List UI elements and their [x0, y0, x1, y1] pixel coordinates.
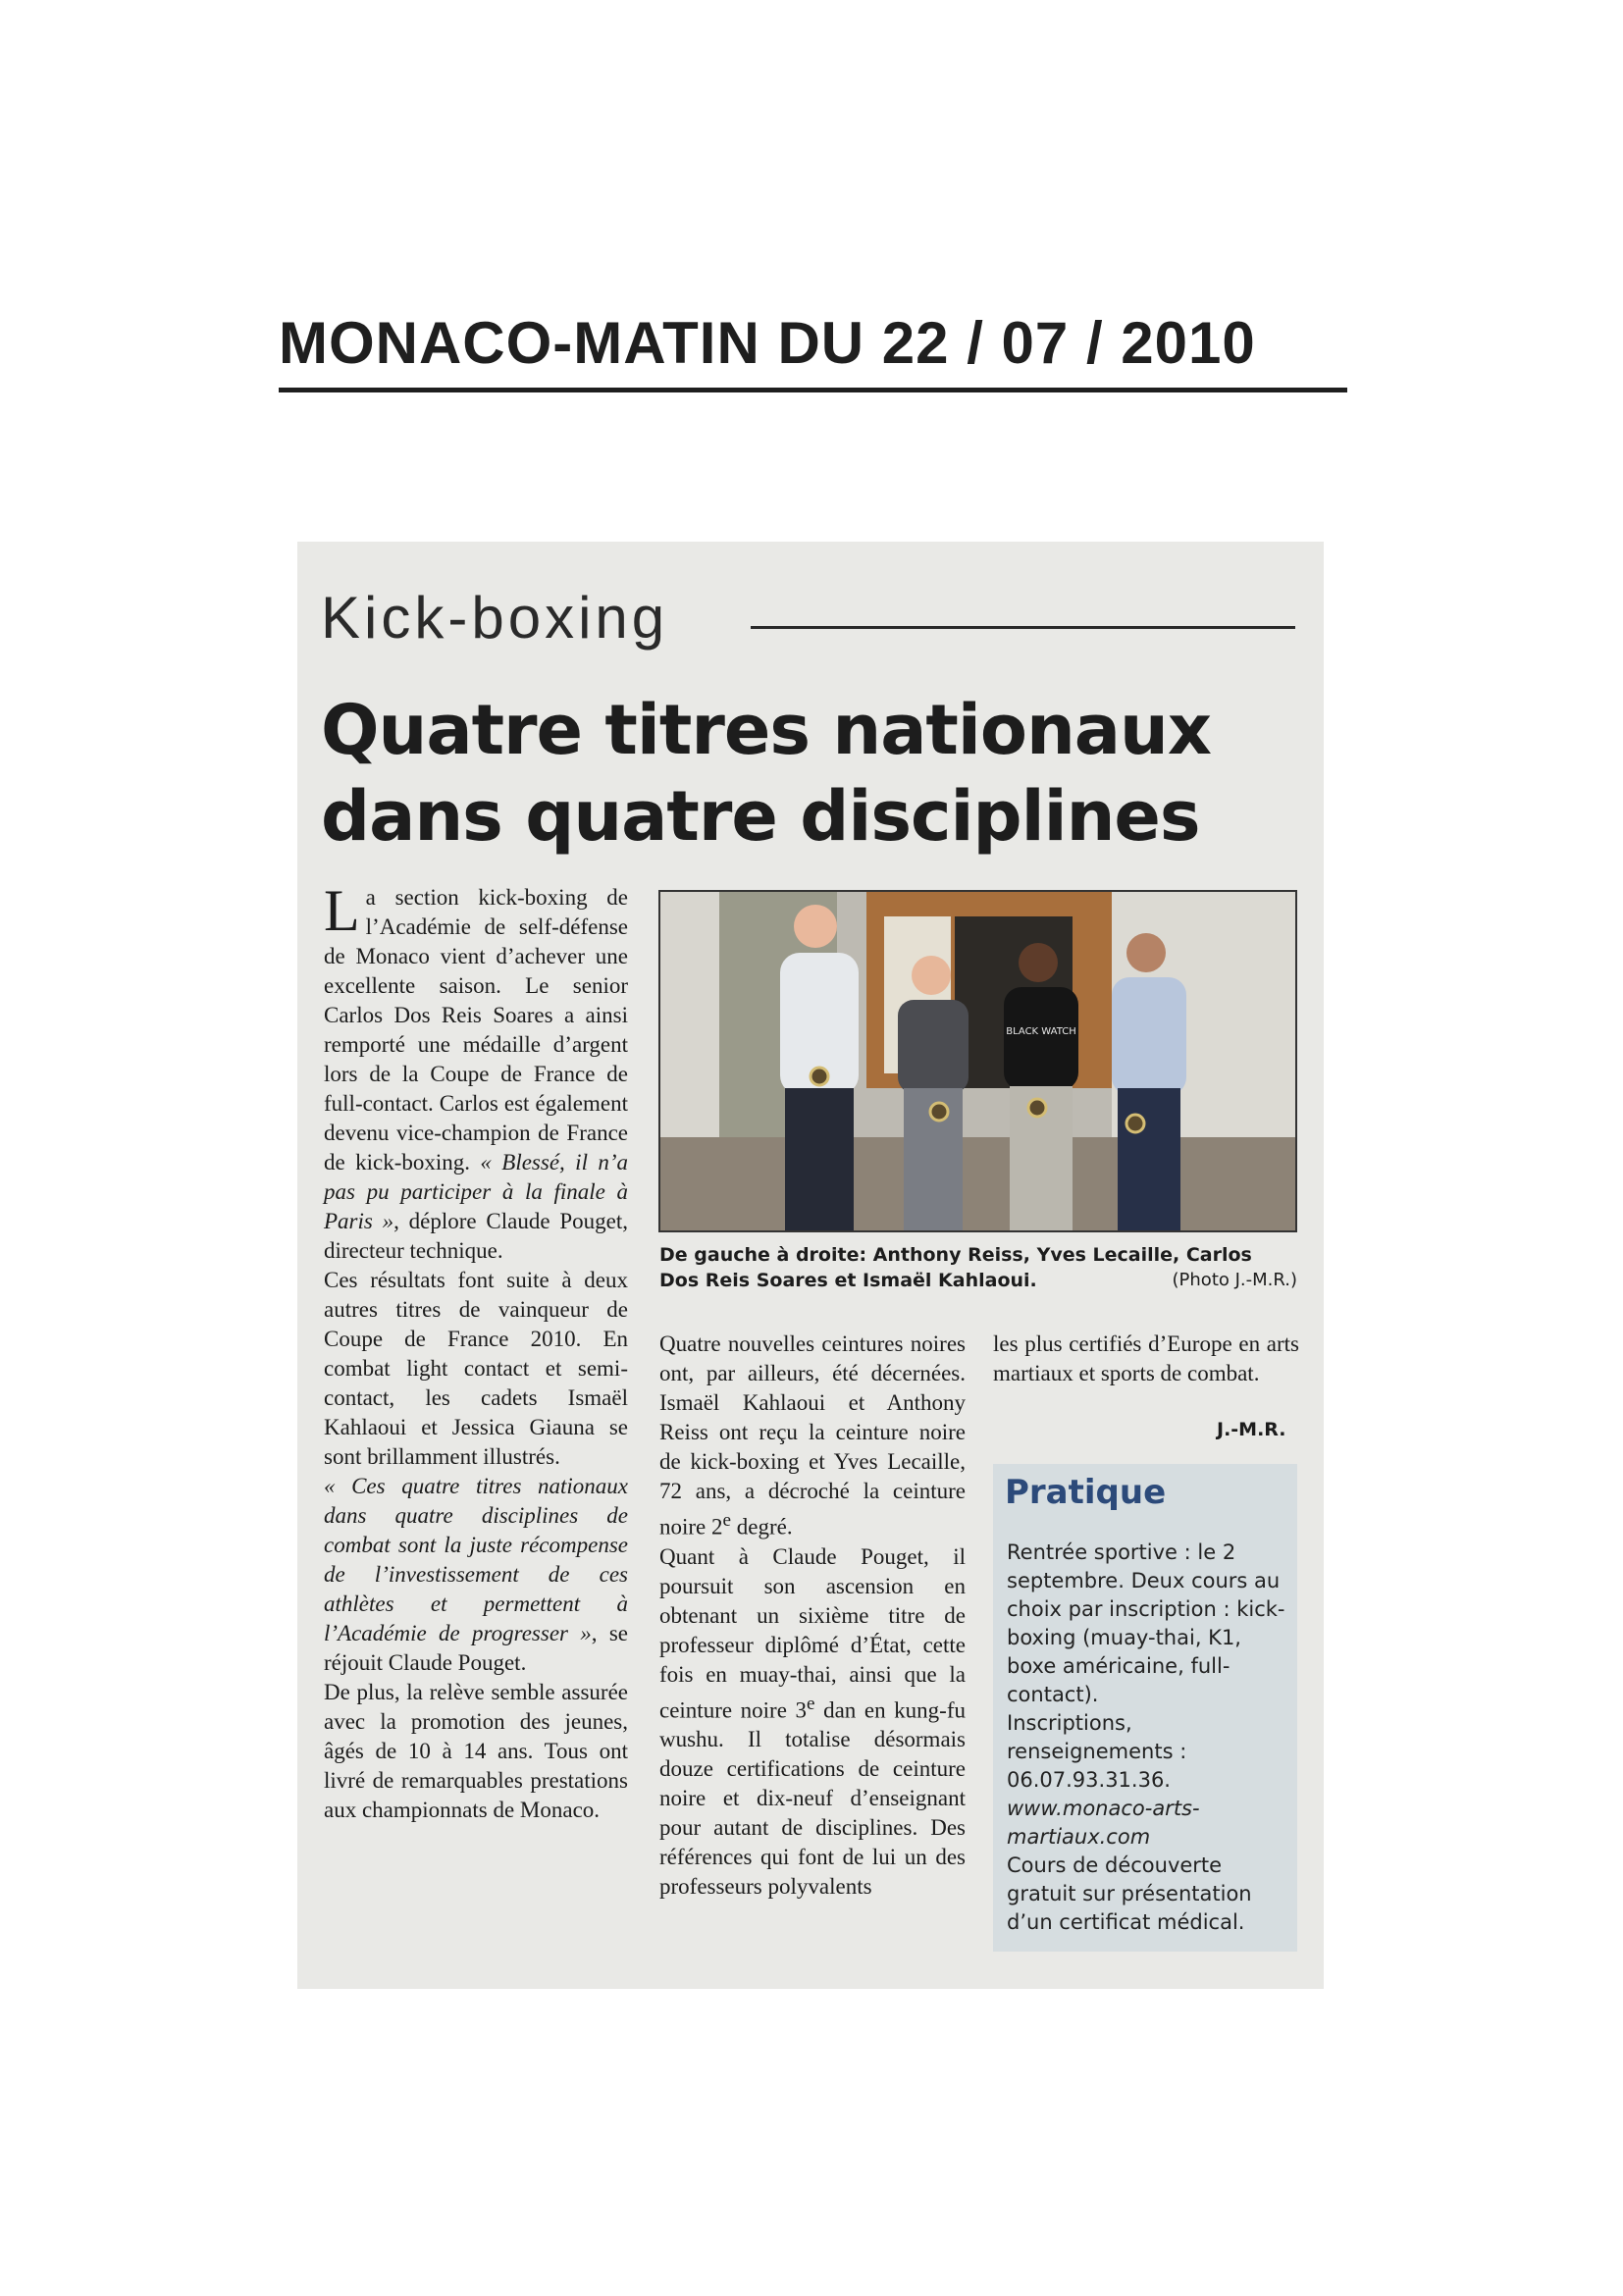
pratique-paragraph-2: Inscriptions, renseignements : 06.07.93.31.36.: [1007, 1711, 1187, 1792]
col1-p1-text-a: a section kick-boxing de l’Académie de self-défense de Monaco vient d’achever une excellente saison. Le senior Carlos Dos Reis Soares a ainsi remporté une médaille d’argent lors de la Coupe de France de full-contact. Carlos est également devenu vice-champion de France de kick-boxing.: [324, 885, 628, 1174]
article-kicker: Kick-boxing: [321, 585, 669, 651]
medal-1: [811, 1068, 828, 1085]
col2-p1-superscript: e: [722, 1510, 732, 1531]
col2-p2-text-a: Quant à Claude Pouget, il poursuit son ascension en obtenant un sixième titre de professeur diplômé d’État, cette fois en muay-thai, ainsi que la ceinture noire 3: [659, 1543, 966, 1723]
col2-paragraph-1: [659, 1330, 966, 1542]
shirt-text: BLACK WATCH: [1006, 1026, 1076, 1037]
col1-p3-quote: « Ces quatre titres nationaux dans quatre disciplines de combat sont la juste récompense de l’investissement de ces athlètes et permettent à l’Académie de progresser »: [324, 1474, 628, 1645]
caption-text: De gauche à droite: Anthony Reiss, Yves Lecaille, Carlos Dos Reis Soares et Ismaël Kahlaoui.: [659, 1244, 1252, 1291]
pratique-website: www.monaco-arts-martiaux.com: [1007, 1797, 1200, 1849]
col1-p3-text-b: , se réjouit Claude Pouget.: [324, 1621, 628, 1675]
article-column-2: [659, 1330, 966, 1902]
drop-cap: L: [324, 878, 360, 943]
col2-p2-text-b: dan en kung-fu wushu. Il totalise désormais douze certifications de ceinture noire et dix-neuf d’enseignant pour autant de disciplines. Des références qui font de lui un des professeurs polyvalents: [659, 1697, 966, 1900]
masthead-underline: [279, 388, 1347, 392]
author-signature: J.-M.R.: [1217, 1419, 1286, 1440]
col1-p1-text-b: , déplore Claude Pouget, directeur technique.: [324, 1209, 629, 1263]
kicker-rule: [751, 626, 1295, 629]
article-column-3: [993, 1330, 1299, 1388]
col1-paragraph-4: De plus, la relève semble assurée avec la promotion des jeunes, âgés de 10 à 14 ans. Tous ont livré de remarquables prestations aux championnats de Monaco.: [324, 1680, 628, 1822]
article-column-1: [324, 878, 629, 1825]
pratique-title: Pratique: [1005, 1473, 1167, 1512]
col2-paragraph-2: [659, 1542, 966, 1903]
headline-line-1: Quatre titres nationaux: [321, 690, 1212, 770]
pratique-body: [1007, 1539, 1287, 1937]
pratique-paragraph-3: Cours de découverte gratuit sur présentation d’un certificat médical.: [1007, 1853, 1252, 1934]
col1-paragraph-1: [324, 878, 629, 1266]
col1-p1-quote: « Blessé, il n’a pas pu participer à la finale à Paris »: [324, 1150, 629, 1233]
article-headline: [321, 687, 1211, 860]
pratique-box: [993, 1464, 1297, 1952]
col2-p2-superscript: e: [807, 1693, 815, 1714]
photo-illustration: [660, 892, 1295, 1230]
col2-p1-text-b: degré.: [731, 1514, 793, 1539]
photo-caption: [659, 1242, 1297, 1293]
medal-4: [1126, 1115, 1144, 1132]
photo-credit: (Photo J.-M.R.): [1172, 1270, 1297, 1290]
medal-2: [930, 1103, 948, 1121]
terrace-floor: [660, 1137, 1295, 1230]
masthead-title: MONACO-MATIN DU 22 / 07 / 2010: [279, 310, 1256, 376]
pratique-paragraph-1: Rentrée sportive : le 2 septembre. Deux cours au choix par inscription : kick-boxing (muay-thai, K1, boxe américaine, full-contact).: [1007, 1540, 1285, 1706]
col2-p1-text-a: Quatre nouvelles ceintures noires ont, par ailleurs, été décernées. Ismaël Kahlaoui et Anthony Reiss ont reçu la ceinture noire de kick-boxing et Yves Lecaille, 72 ans, a décroché la ceinture noire 2: [659, 1331, 966, 1539]
col3-paragraph-1: les plus certifiés d’Europe en arts martiaux et sports de combat.: [993, 1331, 1299, 1385]
medal-3: [1028, 1099, 1046, 1117]
article-photo: [658, 890, 1297, 1232]
col1-paragraph-2: Ces résultats font suite à deux autres titres de vainqueur de Coupe de France 2010. En combat light contact et semi-contact, les cadets Ismaël Kahlaoui et Jessica Giauna se sont brillamment illustrés.: [324, 1268, 628, 1469]
col1-paragraph-3: [324, 1472, 628, 1678]
headline-line-2: dans quatre disciplines: [321, 776, 1200, 857]
